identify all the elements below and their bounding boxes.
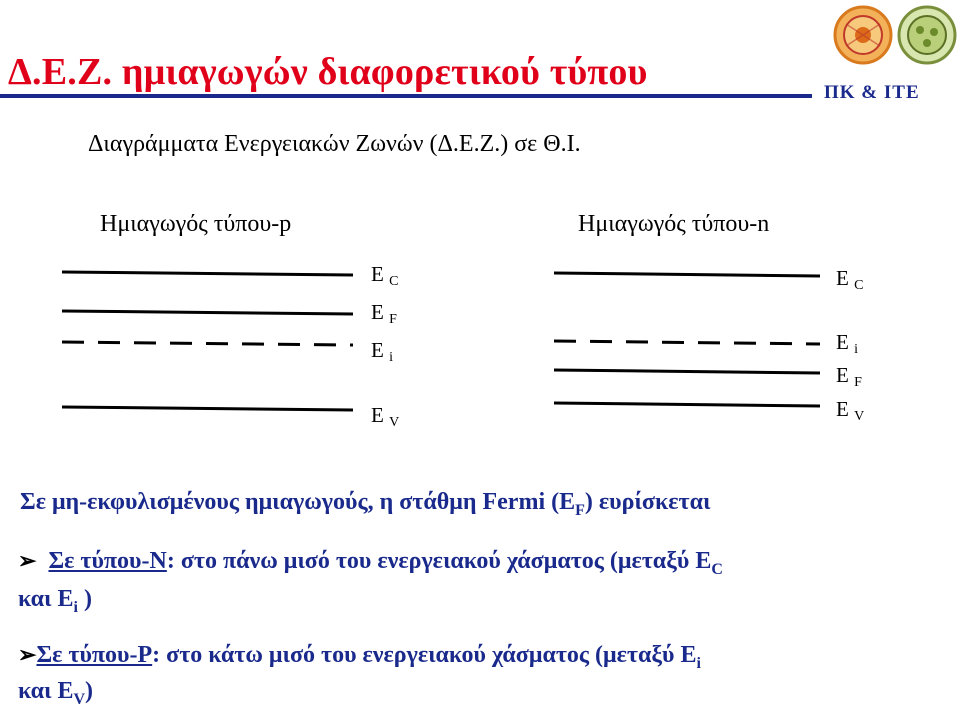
n-ec-label: E $_C$ <box>836 266 864 293</box>
bullet-n-type-cont: και $E_i$ ) <box>18 586 92 616</box>
arrow-bullet-icon: ➢ <box>18 548 37 573</box>
n-ei-label: E $_i$ <box>836 330 858 357</box>
p-type-title: Ημιαγωγός τύπου-p <box>100 211 292 237</box>
n-ef-label: E $_F$ <box>836 363 862 390</box>
n-type-title: Ημιαγωγός τύπου-n <box>578 211 770 237</box>
p-ef-label: E $_F$ <box>371 300 397 327</box>
p-type-levels <box>62 272 353 410</box>
bullet-n-type: ➢ Σε τύπου-N: στο πάνω μισό του ενεργειακού χάσματος (μεταξύ $E_C$ <box>18 548 723 578</box>
bullet-p-type: ➢Σε τύπου-P: στο κάτω μισό του ενεργειακού χάσματος (μεταξύ $E_i$ <box>18 642 701 672</box>
p-ec-line <box>62 272 353 275</box>
org-label: ΠΚ & ΙΤΕ <box>824 82 920 103</box>
p-type-link[interactable]: Σε τύπου-P <box>36 642 153 668</box>
intro-text: Σε μη-εκφυλισμένους ημιαγωγούς, η στάθμη Fermi $(E_F)$ ευρίσκεται <box>20 489 711 519</box>
n-type-levels <box>554 273 820 406</box>
n-ev-line <box>554 403 820 406</box>
p-ev-label: E $_V$ <box>371 403 400 430</box>
bullet-p-type-cont: και $E_V$) <box>18 678 94 708</box>
subtitle: Διαγράμματα Ενεργειακών Ζωνών (Δ.Ε.Ζ.) σε Θ.Ι. <box>88 131 581 157</box>
n-ev-label: E $_V$ <box>836 397 865 424</box>
p-ei-label: E $_i$ <box>371 338 393 365</box>
n-ef-line <box>554 370 820 373</box>
arrow-bullet-icon: ➢ <box>18 642 37 667</box>
n-ec-line <box>554 273 820 276</box>
n-ei-line <box>554 341 820 344</box>
p-ei-line <box>62 342 353 345</box>
p-ef-line <box>62 311 353 314</box>
page-title: Δ.Ε.Ζ. ημιαγωγών διαφορετικού τύπου <box>8 51 648 93</box>
p-ev-line <box>62 407 353 410</box>
p-ec-label: E $_C$ <box>371 262 399 289</box>
n-type-link[interactable]: Σε τύπου-N <box>48 548 167 574</box>
